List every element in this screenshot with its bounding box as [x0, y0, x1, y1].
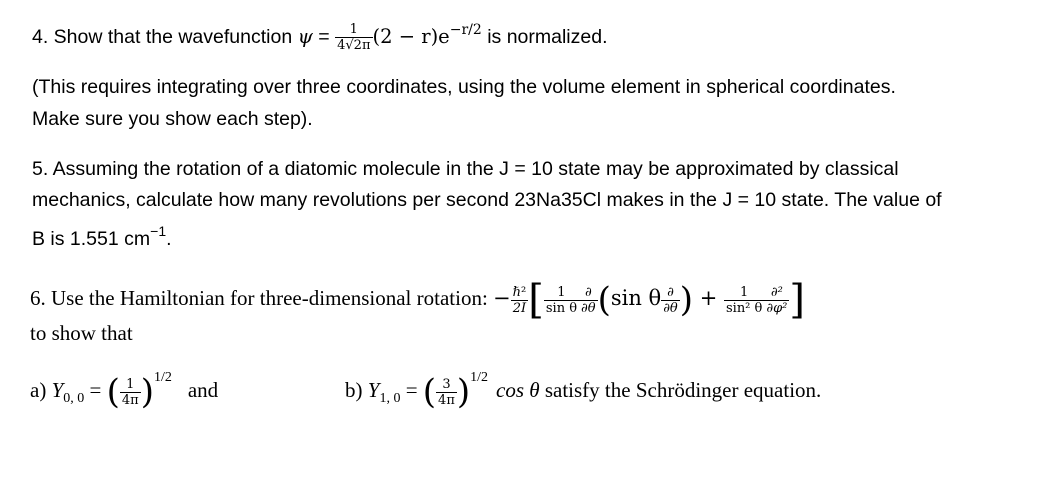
- q6b-frac: $\frac{3}{4\pi}$: [438, 376, 455, 408]
- q6-deriv1: $\frac{\partial}{\partial\theta}$: [581, 284, 596, 316]
- q6a-rparen: ): [140, 372, 154, 412]
- q6a-lparen: (: [106, 372, 120, 412]
- q6-frac1: $\frac{1}{\text{sin θ}}$: [545, 284, 578, 316]
- q4-frac-num: 1: [349, 22, 358, 38]
- q4-fraction: [335, 23, 372, 52]
- q6a-and: and: [187, 378, 219, 402]
- q6b-suffix: satisfy the Schrödinger equation.: [539, 378, 822, 402]
- q6-frac2: $\frac{1}{\text{sin² θ}}$: [725, 284, 763, 316]
- q4-note-line2: Make sure you show each step).: [32, 108, 313, 130]
- q6-lbracket: [: [528, 277, 544, 323]
- q6b-exp: 1/2: [470, 370, 489, 385]
- q6-line1: [30, 277, 806, 323]
- q6-plus: +: [693, 286, 724, 310]
- q4-equals: =: [312, 26, 336, 48]
- q5-line3-exp: −1: [150, 223, 167, 239]
- q6b-line: [345, 366, 821, 411]
- q6a-frac: $\frac{1}{4\pi}$: [121, 376, 139, 408]
- q4-frac-den: 4√2π: [337, 38, 371, 54]
- q6a-label: a): [30, 378, 52, 402]
- q4-expr: (2 − r)e: [372, 25, 450, 48]
- q6b-Y: Y: [367, 378, 380, 402]
- q5-line2: mechanics, calculate how many revolutions per second 23Na35Cl makes in the J = 10 state. The value of: [32, 189, 942, 211]
- q4-line: [32, 18, 608, 52]
- q4-psi: ψ: [297, 25, 313, 48]
- q6-rbracket: ]: [789, 277, 806, 323]
- q6b-rparen: ): [456, 372, 471, 412]
- q6a-eq: =: [84, 378, 107, 402]
- q6-rparen: ): [679, 280, 694, 320]
- q6a-exp: 1/2: [153, 370, 172, 385]
- q6a-sub: 0, 0: [63, 391, 85, 406]
- q6a-Y: Y: [51, 378, 64, 402]
- q6-minus: −: [493, 286, 511, 310]
- q6-prefix: 6. Use the Hamiltonian for three-dimensional rotation:: [30, 286, 494, 310]
- q5-line3-text: B is 1.551 cm: [32, 228, 151, 250]
- q6-hbar-frac: $\frac{\text{ℏ²}}{2I}$: [512, 284, 527, 316]
- q6b-lparen: (: [422, 372, 437, 412]
- q5-line3: [32, 219, 172, 251]
- q6b-sub: 1, 0: [379, 391, 401, 406]
- q6-lparen: (: [597, 280, 611, 320]
- q6-sin: sin θ: [610, 286, 662, 310]
- q4-suffix: is normalized.: [481, 26, 608, 48]
- q4-exponent: −r/2: [449, 22, 482, 38]
- q6-deriv3: $\frac{\text{∂²}}{\text{∂φ²}}$: [766, 284, 788, 316]
- q4-note-line1: (This requires integrating over three coordinates, using the volume element in spherical coordinates.: [32, 76, 896, 98]
- q4-prefix: 4. Show that the wavefunction: [32, 26, 298, 48]
- q5-line1: 5. Assuming the rotation of a diatomic molecule in the J = 10 state may be approximated by classical: [32, 158, 899, 180]
- q6b-eq: =: [400, 378, 423, 402]
- q5-line3-end: .: [166, 228, 172, 250]
- q6-deriv2: $\frac{\partial}{\partial\theta}$: [663, 284, 678, 316]
- q6a-line: [30, 366, 218, 411]
- q6b-label: b): [345, 378, 368, 402]
- q6b-cos: cos θ: [496, 378, 540, 402]
- q6-line2: to show that: [30, 321, 133, 345]
